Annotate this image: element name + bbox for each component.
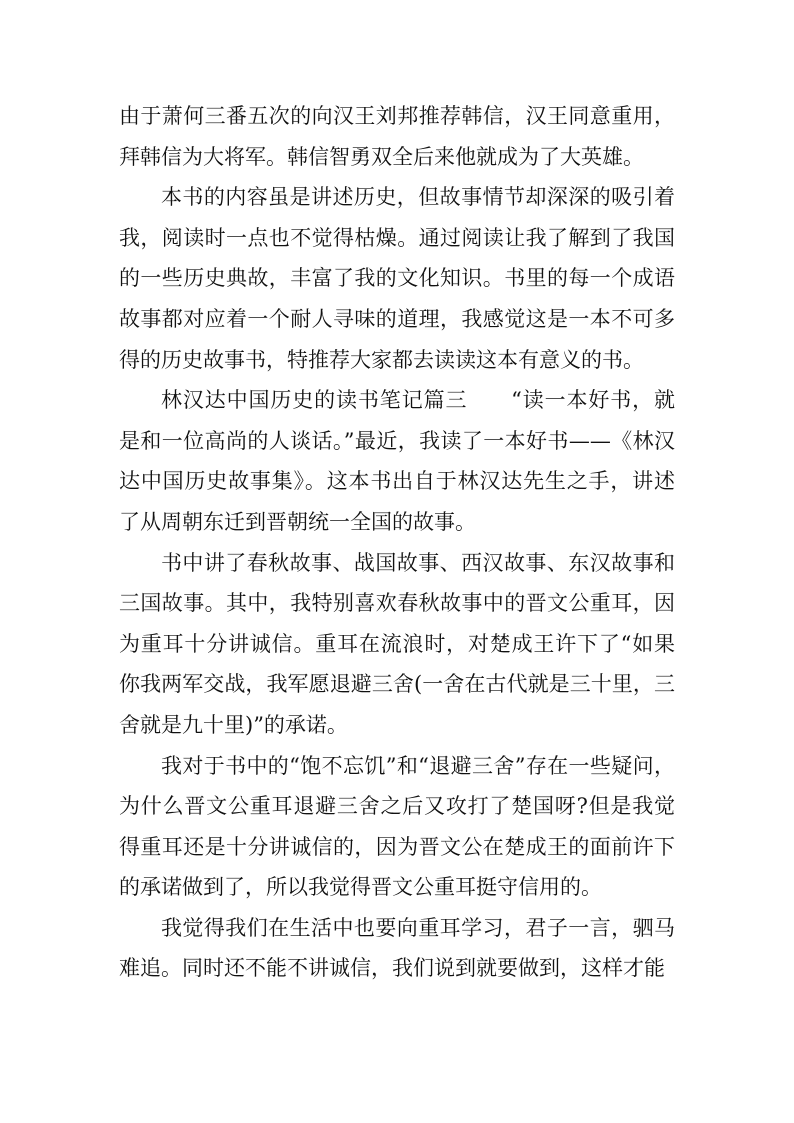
paragraph-6: 我觉得我们在生活中也要向重耳学习，君子一言，驷马难追。同时还不能不讲诚信，我们说到就要做到，这样才能: [119, 915, 675, 981]
paragraph-5: 我对于书中的“饱不忘饥”和“退避三舍”存在一些疑问，为什么晋文公重耳退避三舍之后又攻打了楚国呀?但是我觉得重耳还是十分讲诚信的，因为晋文公在楚成王的面前许下的承诺做到了，所以我觉得晋文公重耳挺守信用的。: [119, 753, 675, 900]
paragraph-1: 由于萧何三番五次的向汉王刘邦推荐韩信，汉王同意重用，拜韩信为大将军。韩信智勇双全后来他就成为了大英雄。: [119, 104, 675, 169]
paragraph-3: 林汉达中国历史的读书笔记篇三 “读一本好书，就是和一位高尚的人谈话。”最近，我读了一本好书——《林汉达中国历史故事集》。这本书出自于林汉达先生之手，讲述了从周朝东迁到晋朝统一全国的故事。: [119, 388, 675, 534]
paragraph-2: 本书的内容虽是讲述历史，但故事情节却深深的吸引着我，阅读时一点也不觉得枯燥。通过阅读让我了解到了我国的一些历史典故，丰富了我的文化知识。书里的每一个成语故事都对应着一个耐人寻味的道理，我感觉这是一本不可多得的历史故事书，特推荐大家都去读读这本有意义的书。: [119, 185, 675, 372]
paragraph-4: 书中讲了春秋故事、战国故事、西汉故事、东汉故事和三国故事。其中，我特别喜欢春秋故事中的晋文公重耳，因为重耳十分讲诚信。重耳在流浪时，对楚成王许下了“如果你我两军交战，我军愿退避三舍(一舍在古代就是三十里，三舍就是九十里)”的承诺。: [119, 550, 675, 737]
body-text: [119, 96, 675, 989]
